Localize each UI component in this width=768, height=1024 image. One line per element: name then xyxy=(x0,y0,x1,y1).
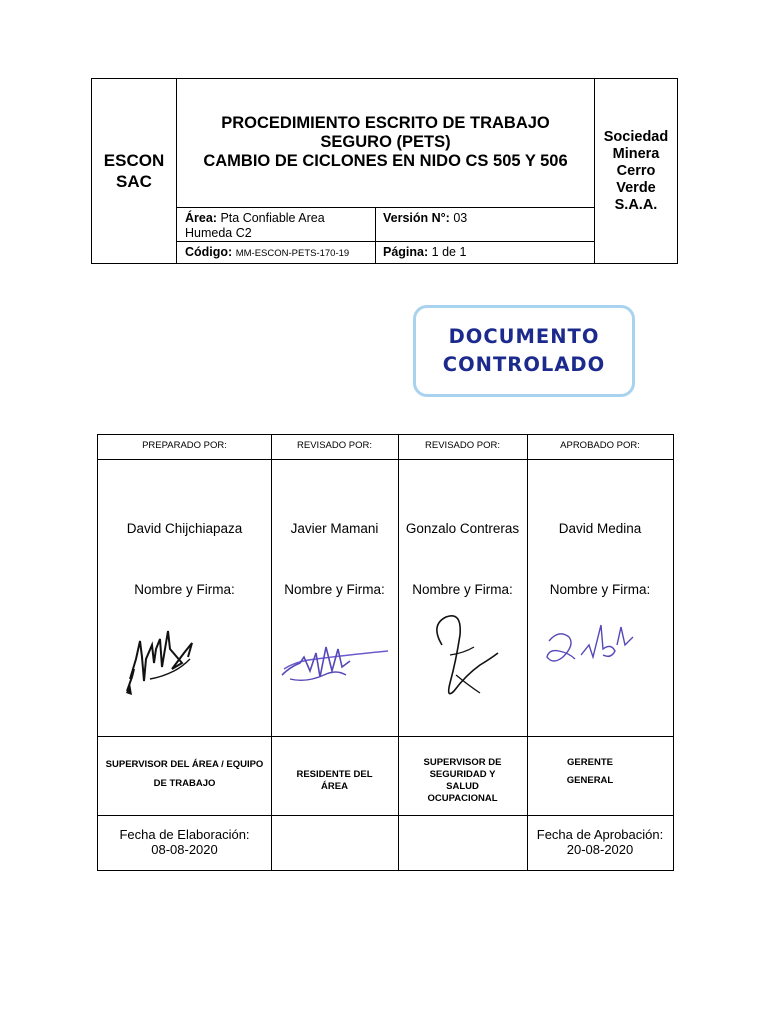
fecha-elaboracion-value: 08-08-2020 xyxy=(151,842,218,857)
client-line-3: Cerro xyxy=(616,162,656,179)
column-divider xyxy=(527,435,528,870)
version-value: 03 xyxy=(453,211,468,225)
codigo-value: MM-ESCON-PETS-170-19 xyxy=(235,248,350,259)
position-line: SEGURIDAD Y xyxy=(429,769,496,780)
stamp-line-1: DOCUMENTO xyxy=(448,325,600,348)
codigo-label: Código: xyxy=(185,245,233,259)
document-title xyxy=(177,79,595,208)
fecha-elaboracion-label: Fecha de Elaboración: xyxy=(119,827,250,842)
pagina-value: 1 de 1 xyxy=(431,245,467,259)
codigo-field xyxy=(177,242,376,263)
position-line: GERENTE xyxy=(567,757,613,768)
area-value-2: Humeda C2 xyxy=(185,226,252,240)
pagina-label: Página: xyxy=(383,245,429,259)
position-line: RESIDENTE DEL xyxy=(296,769,373,780)
header-revisado-2: REVISADO POR: xyxy=(425,440,500,451)
signer-name: Javier Mamani xyxy=(290,521,379,536)
position-line: OCUPACIONAL xyxy=(427,793,498,804)
header-revisado-1: REVISADO POR: xyxy=(297,440,372,451)
client-line-2: Minera xyxy=(612,145,660,162)
row-divider xyxy=(98,459,673,460)
client-line-4: Verde xyxy=(616,179,656,196)
area-field xyxy=(177,208,376,242)
position-title xyxy=(527,757,653,787)
signature-david-chijchiapaza xyxy=(122,619,202,699)
signature-gonzalo-contreras xyxy=(420,605,510,705)
header-table xyxy=(91,78,678,264)
signer-name: David Medina xyxy=(558,521,642,536)
controlled-document-stamp xyxy=(413,305,635,397)
signer-name: David Chijchiapaza xyxy=(126,521,243,536)
sign-label: Nombre y Firma: xyxy=(549,582,651,597)
header-aprobado: APROBADO POR: xyxy=(560,440,640,451)
stamp-line-2: CONTROLADO xyxy=(442,353,606,376)
signature-david-medina xyxy=(541,615,641,675)
column-divider xyxy=(271,435,272,870)
title-line-3: CAMBIO DE CICLONES EN NIDO CS 505 Y 506 xyxy=(203,152,568,170)
title-line-2: SEGURO (PETS) xyxy=(320,133,451,151)
sign-label: Nombre y Firma: xyxy=(284,582,385,597)
title-line-1: PROCEDIMIENTO ESCRITO DE TRABAJO xyxy=(221,114,550,132)
header-preparado: PREPARADO POR: xyxy=(142,440,227,451)
position-line: DE TRABAJO xyxy=(153,778,216,789)
fecha-aprobacion xyxy=(527,827,673,857)
version-label: Versión N°: xyxy=(383,211,450,225)
position-line: SALUD xyxy=(446,781,479,792)
position-title xyxy=(98,759,271,790)
row-divider xyxy=(98,736,673,737)
fecha-aprobacion-label: Fecha de Aprobación: xyxy=(536,827,664,842)
row-divider xyxy=(98,815,673,816)
position-title xyxy=(398,757,527,805)
position-line: SUPERVISOR DE xyxy=(423,757,502,768)
sign-label: Nombre y Firma: xyxy=(412,582,513,597)
client-line-5: S.A.A. xyxy=(614,196,658,213)
signer-name: Gonzalo Contreras xyxy=(405,521,520,536)
position-line: GENERAL xyxy=(566,775,614,786)
position-line: ÁREA xyxy=(321,781,348,792)
position-line: SUPERVISOR DEL ÁREA / EQUIPO xyxy=(105,759,264,770)
company-line-2: SAC xyxy=(116,172,152,191)
signature-javier-mamani xyxy=(276,631,396,691)
company-name xyxy=(92,79,177,263)
pagina-field xyxy=(376,242,595,263)
fecha-aprobacion-value: 20-08-2020 xyxy=(566,842,634,857)
area-value-1: Pta Confiable Area xyxy=(220,211,325,225)
client-line-1: Sociedad xyxy=(603,128,669,145)
position-title xyxy=(271,769,398,793)
company-line-1: ESCON xyxy=(103,151,165,170)
signatures-table xyxy=(97,434,674,871)
version-field xyxy=(376,208,595,242)
client-name xyxy=(595,79,677,263)
area-label: Área: xyxy=(185,211,217,225)
sign-label: Nombre y Firma: xyxy=(134,582,235,597)
fecha-elaboracion xyxy=(98,827,271,857)
